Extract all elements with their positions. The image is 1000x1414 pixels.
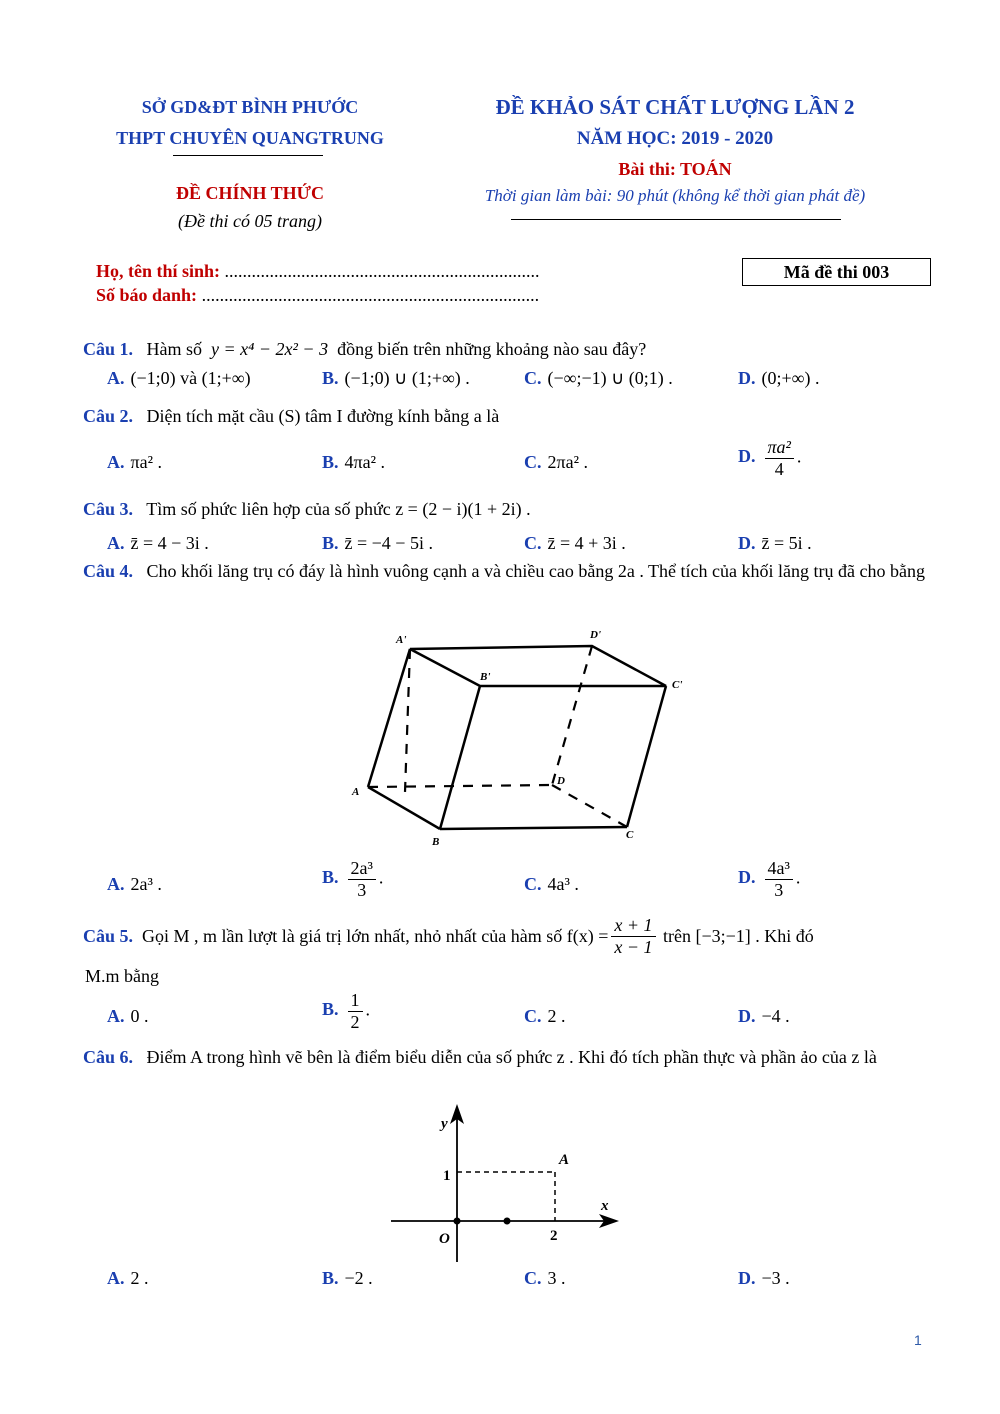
question-label: Câu 6. <box>83 1047 134 1067</box>
option-text: πa² . <box>130 452 162 472</box>
school-underline <box>173 155 323 156</box>
q6-option-a[interactable] <box>107 1268 149 1289</box>
option-text: −3 . <box>761 1268 790 1288</box>
option-letter: D. <box>738 867 756 888</box>
option-text: z̄ = 4 − 3i . <box>130 533 209 553</box>
option-letter: C. <box>524 1006 542 1026</box>
q4-option-d[interactable] <box>738 858 800 900</box>
prism-height-line <box>405 649 410 792</box>
axis-label-y: y <box>441 1116 448 1132</box>
option-letter: C. <box>524 452 542 472</box>
question-label: Câu 2. <box>83 406 134 426</box>
q1-option-b[interactable] <box>322 368 470 389</box>
prism-hidden-edges <box>368 646 627 827</box>
option-text: (0;+∞) . <box>761 368 820 388</box>
origin-point <box>454 1218 461 1225</box>
vertex-label: B <box>432 836 440 848</box>
option-letter: B. <box>322 867 339 888</box>
vertex-label: C' <box>672 679 683 691</box>
edge-b1-b <box>440 686 480 829</box>
option-text: 2 . <box>130 1268 149 1288</box>
option-text: (−1;0) và (1;+∞) <box>130 368 251 388</box>
option-letter: B. <box>322 1268 339 1288</box>
option-text: z̄ = −4 − 5i . <box>344 533 433 553</box>
option-fraction <box>348 990 363 1032</box>
option-letter: A. <box>107 1268 125 1288</box>
question-fraction <box>611 915 655 957</box>
student-name-label: Họ, tên thí sinh: <box>96 261 221 281</box>
school-year: NĂM HỌC: 2019 - 2020 <box>576 128 774 149</box>
option-text: 3 . <box>547 1268 566 1288</box>
fraction-denominator: 3 <box>774 879 784 900</box>
q4-option-a[interactable] <box>107 874 162 895</box>
q1-option-a[interactable] <box>107 368 251 389</box>
option-letter: B. <box>322 452 339 472</box>
edge-c1-c <box>627 686 666 827</box>
option-fraction <box>765 858 793 900</box>
edge-d1-d <box>552 646 592 785</box>
option-punct: . <box>378 867 384 888</box>
option-text: z̄ = 4 + 3i . <box>547 533 626 553</box>
option-text: −4 . <box>761 1006 790 1026</box>
option-text: 2a³ . <box>130 874 162 894</box>
option-text: 0 . <box>130 1006 149 1026</box>
option-letter: D. <box>738 368 756 388</box>
fraction-denominator: 2 <box>350 1011 360 1032</box>
q5-option-c[interactable] <box>524 1006 566 1027</box>
q5-option-b[interactable] <box>322 990 370 1032</box>
prism-top-face <box>410 646 666 686</box>
tick-label-2: 2 <box>550 1228 558 1244</box>
option-letter: C. <box>524 368 542 388</box>
option-text: 4a³ . <box>547 874 579 894</box>
option-text: 4πa² . <box>344 452 385 472</box>
q6-option-b[interactable] <box>322 1268 373 1289</box>
q2-option-b[interactable] <box>322 452 385 473</box>
official-label: ĐỀ CHÍNH THỨC <box>175 183 325 203</box>
option-letter: D. <box>738 446 756 467</box>
q4-option-c[interactable] <box>524 874 579 895</box>
fraction-numerator: 1 <box>348 990 363 1012</box>
option-letter: A. <box>107 1006 125 1026</box>
question-4 <box>83 558 943 584</box>
complex-plane-figure <box>385 1100 630 1270</box>
origin-label: O <box>439 1231 450 1247</box>
question-text: Tìm số phức liên hợp của số phức z = (2 − i)(1 + 2i) . <box>146 499 531 519</box>
option-punct: . <box>365 999 371 1020</box>
option-punct: . <box>795 867 801 888</box>
department-name: SỞ GD&ĐT BÌNH PHƯỚC <box>141 97 359 117</box>
pages-note: (Đề thi có 05 trang) <box>178 211 322 231</box>
option-letter: A. <box>107 452 125 472</box>
option-letter: C. <box>524 874 542 894</box>
fraction-denominator: 3 <box>357 879 367 900</box>
question-label: Câu 5. <box>83 925 134 946</box>
header-underline <box>511 219 841 220</box>
student-id-line <box>96 285 539 306</box>
vertex-label: A' <box>396 634 407 646</box>
q1-option-d[interactable] <box>738 368 819 389</box>
q3-option-d[interactable] <box>738 533 812 554</box>
q6-option-d[interactable] <box>738 1268 790 1289</box>
option-letter: D. <box>738 1268 756 1288</box>
edge-d-c <box>552 785 627 827</box>
school-name: THPT CHUYÊN QUANGTRUNG <box>116 128 384 148</box>
q2-option-d[interactable] <box>738 437 801 479</box>
fraction-numerator: 2a³ <box>348 858 376 880</box>
question-text: Diện tích mặt cầu (S) tâm I đường kính bằng a là <box>146 406 500 426</box>
option-letter: D. <box>738 1006 756 1026</box>
vertex-label: D <box>557 775 565 787</box>
option-text: (−1;0) ∪ (1;+∞) . <box>344 368 470 388</box>
q2-option-a[interactable] <box>107 452 162 473</box>
option-text: 2πa² . <box>547 452 588 472</box>
question-5 <box>83 915 943 957</box>
student-id-label: Số báo danh: <box>96 285 198 305</box>
prism-solid-edges <box>368 646 666 829</box>
q3-option-b[interactable] <box>322 533 433 554</box>
student-name-field[interactable]: ...................................................................... <box>224 261 540 281</box>
question-text: Gọi M , m lần lượt là giá trị lớn nhất, nhỏ nhất của hàm số f(x) = <box>142 925 609 946</box>
q2-option-c[interactable] <box>524 452 588 473</box>
q3-option-a[interactable] <box>107 533 209 554</box>
page-number: 1 <box>914 1332 922 1348</box>
question-text: Hàm số <box>146 339 203 359</box>
question-3 <box>83 496 943 522</box>
student-name-line <box>96 261 540 282</box>
tick-label-1: 1 <box>443 1168 451 1184</box>
option-letter: D. <box>738 533 756 553</box>
exam-title: ĐỀ KHẢO SÁT CHẤT LƯỢNG LẦN 2 <box>495 95 855 119</box>
question-6 <box>83 1044 943 1070</box>
duration: Thời gian làm bài: 90 phút (không kể thời gian phát đề) <box>484 186 866 205</box>
vertex-label: A <box>352 786 360 798</box>
question-text: Cho khối lăng trụ có đáy là hình vuông cạnh a và chiều cao bằng 2a . Thể tích của khối lăng trụ đã cho bằng <box>146 561 925 581</box>
point-label-a: A <box>559 1152 570 1168</box>
question-label: Câu 4. <box>83 561 134 581</box>
edge-a-b <box>368 787 440 829</box>
option-letter: B. <box>322 368 339 388</box>
question-text-2: trên [−3;−1] . Khi đó <box>663 925 814 946</box>
option-letter: B. <box>322 999 339 1020</box>
option-letter: C. <box>524 533 542 553</box>
student-id-field[interactable]: ........................................................................... <box>201 285 540 305</box>
question-text: Điểm A trong hình vẽ bên là điểm biểu diễn của số phức z . Khi đó tích phần thực và phần ảo của z là <box>146 1047 877 1067</box>
axis-point <box>504 1218 511 1225</box>
q4-option-b[interactable] <box>322 858 383 900</box>
option-text: z̄ = 5i . <box>761 533 812 553</box>
edge-b-c <box>440 827 627 829</box>
vertex-label: B' <box>480 671 491 683</box>
vertex-label: C <box>626 829 634 841</box>
option-fraction <box>765 437 794 479</box>
option-text: 2 . <box>547 1006 566 1026</box>
option-letter: B. <box>322 533 339 553</box>
question-label: Câu 3. <box>83 499 134 519</box>
exam-code-box: Mã đề thi 003 <box>742 258 931 286</box>
fraction-denominator: x − 1 <box>614 936 653 957</box>
option-text: (−∞;−1) ∪ (0;1) . <box>547 368 673 388</box>
question-text-2: đồng biến trên những khoảng nào sau đây? <box>337 339 647 359</box>
option-punct: . <box>796 446 802 467</box>
vertex-label: D' <box>590 629 601 641</box>
question-label: Câu 1. <box>83 339 134 359</box>
q6-option-c[interactable] <box>524 1268 566 1289</box>
option-letter: A. <box>107 533 125 553</box>
option-letter: A. <box>107 874 125 894</box>
q5-option-a[interactable] <box>107 1006 149 1027</box>
edge-a1-a <box>368 649 410 787</box>
prism-figure <box>340 622 700 852</box>
question-2 <box>83 403 943 429</box>
subject: Bài thi: TOÁN <box>618 159 732 179</box>
fraction-denominator: 4 <box>774 458 784 479</box>
option-letter: C. <box>524 1268 542 1288</box>
question-1 <box>83 336 943 362</box>
q3-option-c[interactable] <box>524 533 626 554</box>
axis-label-x: x <box>601 1198 609 1214</box>
question-5-line-2: M.m bằng <box>85 966 159 986</box>
q1-option-c[interactable] <box>524 368 673 389</box>
fraction-numerator: 4a³ <box>765 858 793 880</box>
q5-option-d[interactable] <box>738 1006 790 1027</box>
option-fraction <box>348 858 376 900</box>
fraction-numerator: πa² <box>765 437 794 459</box>
fraction-numerator: x + 1 <box>611 915 655 937</box>
edge-a-d <box>368 785 552 787</box>
option-letter: A. <box>107 368 125 388</box>
question-math: y = x⁴ − 2x² − 3 <box>211 339 329 359</box>
option-text: −2 . <box>344 1268 373 1288</box>
